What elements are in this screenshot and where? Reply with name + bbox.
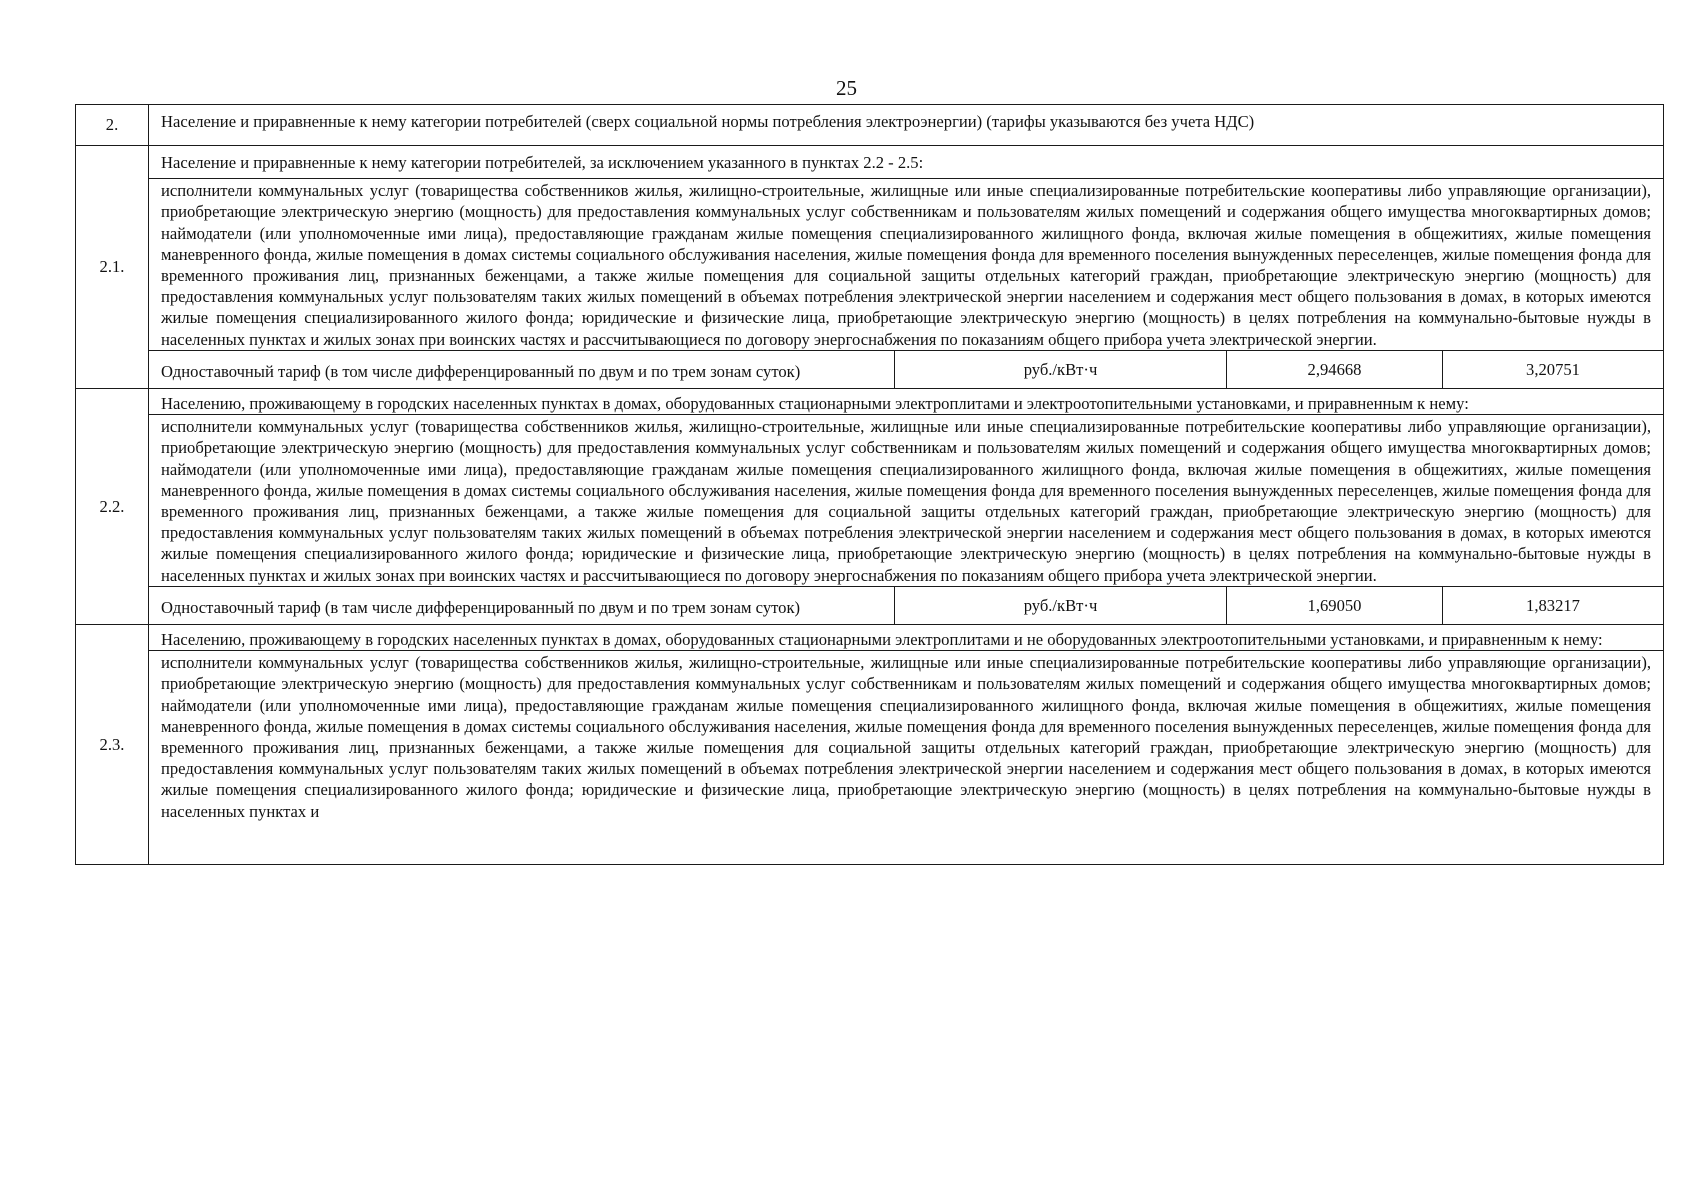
tariff-unit-2-1: руб./кВт·ч <box>895 350 1227 388</box>
section-title: Население и приравненные к нему категории потребителей (сверх социальной нормы потребления электроэнергии) (тарифы указываются без учета НДС) <box>149 105 1664 146</box>
subsection-2-3-description-row <box>76 651 1664 865</box>
tariff-value-2-1-second: 3,20751 <box>1443 350 1664 388</box>
subsection-2-1-heading: Население и приравненные к нему категории потребителей, за исключением указанного в пунктах 2.2 - 2.5: <box>149 146 1664 179</box>
tariff-name-2-2: Одноставочный тариф (в там числе дифференцированный по двум и по трем зонам суток) <box>149 586 895 624</box>
tariff-value-2-2-first: 1,69050 <box>1227 586 1443 624</box>
page-number: 25 <box>836 76 857 100</box>
tariff-value-2-1-first: 2,94668 <box>1227 350 1443 388</box>
section-number: 2. <box>76 105 149 146</box>
subsection-2-2-tariff-row <box>76 586 1664 624</box>
subsection-2-1-description-row <box>76 179 1664 351</box>
subsection-2-2-heading: Населению, проживающему в городских населенных пунктах в домах, оборудованных стационарными электроплитами и электроотопительными установками, и приравненным к нему: <box>149 389 1664 415</box>
tariff-name-2-1: Одноставочный тариф (в том числе дифференцированный по двум и по трем зонам суток) <box>149 350 895 388</box>
tariff-unit-2-2: руб./кВт·ч <box>895 586 1227 624</box>
subsection-2-3-heading: Населению, проживающему в городских населенных пунктах в домах, оборудованных стационарными электроплитами и не оборудованных электроотопительными установками, и приравненным к нему: <box>149 625 1664 651</box>
tariff-table <box>75 104 1664 865</box>
tariff-value-2-2-second: 1,83217 <box>1443 586 1664 624</box>
subsection-2-1-description: исполнители коммунальных услуг (товарищества собственников жилья, жилищно-строительные, жилищные или иные специализированные потребительские кооперативы либо управляющие организации), приобретающие электрическую энергию (мощность) для предоставления коммунальных услуг собственникам и пользователям жилых помещений и содержания общего имущества многоквартирных домов; наймодатели (или уполномоченные ими лица), предоставляющие гражданам жилые помещения специализированного жилищного фонда, включая жилые помещения в общежитиях, жилые помещения маневренного фонда, жилые помещения в домах системы социального обслуживания населения, жилые помещения фонда для временного поселения вынужденных переселенцев, жилые помещения фонда для временного проживания лиц, признанных беженцами, а также жилые помещения для социальной защиты отдельных категорий граждан, приобретающие электрическую энергию (мощность) для предоставления коммунальных услуг пользователям таких жилых помещений в объемах потребления электрической энергии населением и содержания мест общего пользования в домах, в которых имеются жилые помещения специализированного жилого фонда; юридические и физические лица, приобретающие электрическую энергию (мощность) в целях потребления на коммунально-бытовые нужды в населенных пунктах и жилых зонах при воинских частях и рассчитывающиеся по договору энергоснабжения по показаниям общего прибора учета электрической энергии. <box>149 179 1664 351</box>
subsection-2-3-heading-row <box>76 625 1664 651</box>
subsection-number-2-1: 2.1. <box>76 146 149 389</box>
subsection-2-2-description-row <box>76 415 1664 587</box>
subsection-number-2-3: 2.3. <box>76 625 149 865</box>
section-row <box>76 105 1664 146</box>
subsection-2-2-heading-row <box>76 389 1664 415</box>
subsection-2-3-description: исполнители коммунальных услуг (товарищества собственников жилья, жилищно-строительные, жилищные или иные специализированные потребительские кооперативы либо управляющие организации), приобретающие электрическую энергию (мощность) для предоставления коммунальных услуг собственникам и пользователям жилых помещений и содержания общего имущества многоквартирных домов; наймодатели (или уполномоченные ими лица), предоставляющие гражданам жилые помещения специализированного жилищного фонда, включая жилые помещения в общежитиях, жилые помещения маневренного фонда, жилые помещения в домах системы социального обслуживания населения, жилые помещения фонда для временного поселения вынужденных переселенцев, жилые помещения фонда для временного проживания лиц, признанных беженцами, а также жилые помещения для социальной защиты отдельных категорий граждан, приобретающие электрическую энергию (мощность) для предоставления коммунальных услуг пользователям таких жилых помещений в объемах потребления электрической энергии населением и содержания мест общего пользования в домах, в которых имеются жилые помещения специализированного жилого фонда; юридические и физические лица, приобретающие электрическую энергию (мощность) в целях потребления на коммунально-бытовые нужды в населенных пунктах и <box>161 653 1651 821</box>
subsection-2-1-tariff-row <box>76 350 1664 388</box>
subsection-2-1-heading-row <box>76 146 1664 179</box>
subsection-number-2-2: 2.2. <box>76 389 149 625</box>
subsection-2-2-description: исполнители коммунальных услуг (товарищества собственников жилья, жилищно-строительные, жилищные или иные специализированные потребительские кооперативы либо управляющие организации), приобретающие электрическую энергию (мощность) для предоставления коммунальных услуг собственникам и пользователям жилых помещений и содержания общего имущества многоквартирных домов; наймодатели (или уполномоченные ими лица), предоставляющие гражданам жилые помещения специализированного жилищного фонда, включая жилые помещения в общежитиях, жилые помещения маневренного фонда, жилые помещения в домах системы социального обслуживания населения, жилые помещения фонда для временного поселения вынужденных переселенцев, жилые помещения фонда для временного проживания лиц, признанных беженцами, а также жилые помещения для социальной защиты отдельных категорий граждан, приобретающие электрическую энергию (мощность) для предоставления коммунальных услуг пользователям таких жилых помещений в объемах потребления электрической энергии населением и содержания мест общего пользования в домах, в которых имеются жилые помещения специализированного жилого фонда; юридические и физические лица, приобретающие электрическую энергию (мощность) в целях потребления на коммунально-бытовые нужды в населенных пунктах и жилых зонах при воинских частях и рассчитывающиеся по договору энергоснабжения по показаниям общего прибора учета электрической энергии. <box>149 415 1664 587</box>
